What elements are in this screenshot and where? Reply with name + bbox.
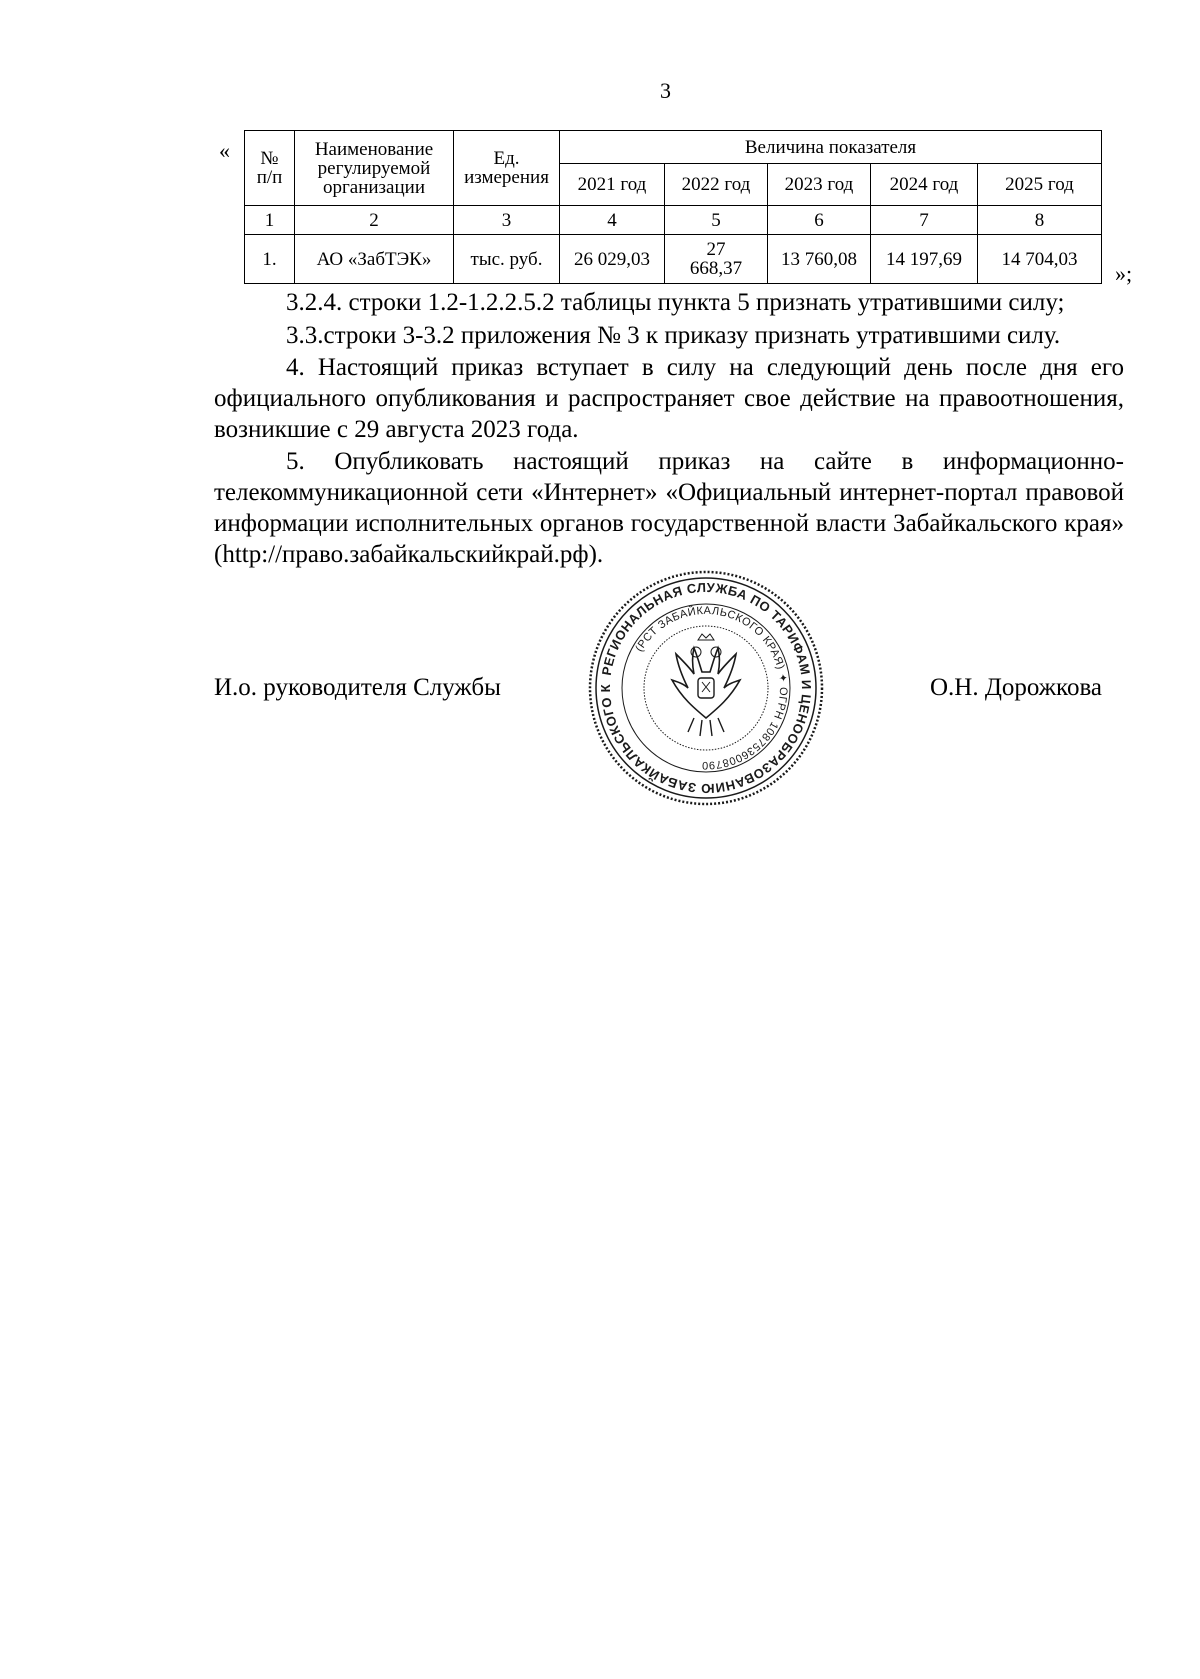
column-number: 2 bbox=[295, 206, 454, 235]
header-unit-line-1: Ед. bbox=[493, 148, 520, 169]
row-value-2022-line-1: 27 bbox=[706, 239, 726, 260]
header-org-line-1: Наименование bbox=[314, 138, 434, 160]
row-unit: тыс. руб. bbox=[454, 235, 560, 284]
header-year: 2023 год bbox=[768, 164, 871, 206]
table-row bbox=[245, 235, 1102, 284]
table-header-row bbox=[245, 131, 1102, 164]
header-year: 2024 год bbox=[871, 164, 978, 206]
seal-icon bbox=[586, 568, 826, 808]
header-year: 2021 год bbox=[560, 164, 665, 206]
header-num bbox=[245, 131, 295, 206]
column-number: 6 bbox=[768, 206, 871, 235]
header-indicator-group: Величина показателя bbox=[560, 131, 1102, 164]
row-value-2022 bbox=[665, 235, 768, 284]
header-num-line-2: п/п bbox=[256, 167, 283, 188]
signatory-name: О.Н. Дорожкова bbox=[930, 674, 1103, 701]
paragraph-3-3 bbox=[214, 320, 1124, 351]
header-year: 2022 год bbox=[665, 164, 768, 206]
official-seal-stamp bbox=[586, 568, 826, 808]
header-unit bbox=[454, 131, 560, 206]
header-org-line-2: регулируемой bbox=[317, 157, 431, 179]
paragraph-5-text: 5. Опубликовать настоящий приказ на сайте в информационно-телекоммуникационной сети «Интернет» «Официальный интернет-портал правовой информации исполнительных органов государственной власти Забайкальского края» (http://право.забайкальскийкрай.рф). bbox=[214, 448, 1124, 568]
row-value-2023: 13 760,08 bbox=[768, 235, 871, 284]
indicators-table bbox=[244, 130, 1102, 284]
seal-inner-text: (РСТ ЗАБАЙКАЛЬСКОГО КРАЯ) ✦ ОГРН 1087536008790 bbox=[633, 604, 790, 772]
paragraph-4 bbox=[214, 352, 1124, 445]
header-num-line-1: № bbox=[260, 148, 279, 169]
header-org-name bbox=[295, 131, 454, 206]
seal-outer-text: РЕГИОНАЛЬНАЯ СЛУЖБА ПО ТАРИФАМ И ЦЕНООБРАЗОВАНИЮ ЗАБАЙКАЛЬСКОГО К bbox=[597, 579, 815, 797]
table-opening-quote: « bbox=[219, 138, 230, 163]
page-number: 3 bbox=[660, 78, 671, 103]
column-number: 4 bbox=[560, 206, 665, 235]
column-number: 8 bbox=[978, 206, 1102, 235]
column-number: 7 bbox=[871, 206, 978, 235]
paragraph-4-text: 4. Настоящий приказ вступает в силу на следующий день после дня его официального опубликования и распространяет свое действие на правоотношения, возникшие с 29 августа 2023 года. bbox=[214, 354, 1124, 443]
row-value-2021: 26 029,03 bbox=[560, 235, 665, 284]
row-value-2024: 14 197,69 bbox=[871, 235, 978, 284]
eagle-emblem-icon bbox=[672, 634, 740, 736]
column-number: 3 bbox=[454, 206, 560, 235]
paragraph-3-2-4 bbox=[214, 287, 1124, 318]
column-number: 1 bbox=[245, 206, 295, 235]
header-unit-line-2: измерения bbox=[464, 167, 549, 188]
column-number: 5 bbox=[665, 206, 768, 235]
table-closing-quote: »; bbox=[1115, 261, 1133, 286]
header-org-line-3: организации bbox=[322, 176, 425, 198]
header-year: 2025 год bbox=[978, 164, 1102, 206]
paragraph-3-3-text: 3.3.строки 3-3.2 приложения № 3 к приказу признать утратившими силу. bbox=[286, 322, 1061, 349]
row-org-name: АО «ЗабТЭК» bbox=[295, 235, 454, 284]
signatory-title: И.о. руководителя Службы bbox=[214, 674, 501, 701]
row-value-2025: 14 704,03 bbox=[978, 235, 1102, 284]
row-value-2022-line-2: 668,37 bbox=[689, 258, 743, 279]
row-num: 1. bbox=[245, 235, 295, 284]
table-column-number-row bbox=[245, 206, 1102, 235]
paragraph-5 bbox=[214, 446, 1124, 570]
paragraph-3-2-4-text: 3.2.4. строки 1.2-1.2.2.5.2 таблицы пункта 5 признать утратившими силу; bbox=[286, 289, 1065, 316]
